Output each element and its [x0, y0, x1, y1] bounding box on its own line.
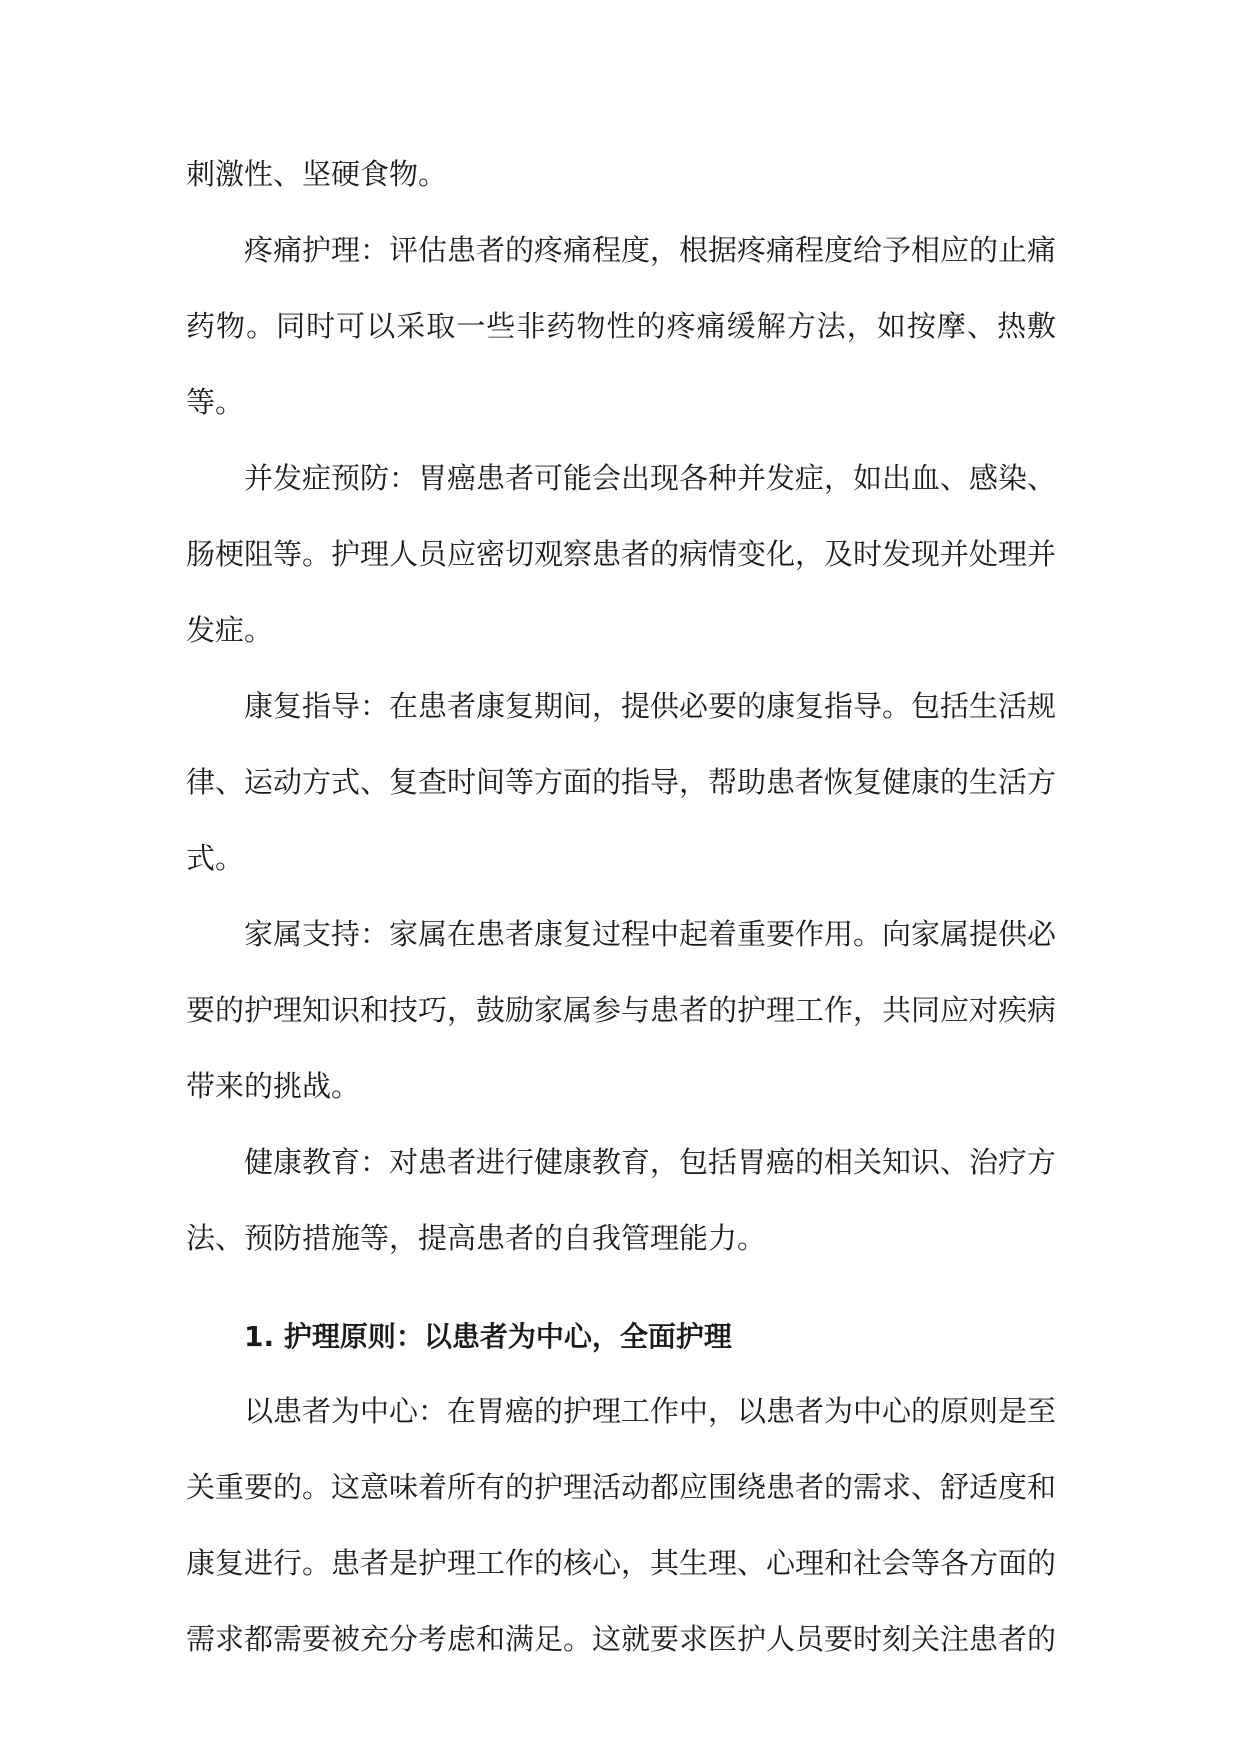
- paragraph-health-education: 健康教育：对患者进行健康教育，包括胃癌的相关知识、治疗方法、预防措施等，提高患者的自我管理能力。: [186, 1145, 1057, 1255]
- paragraph-rehab-guidance: 康复指导：在患者康复期间，提供必要的康复指导。包括生活规律、运动方式、复查时间等方面的指导，帮助患者恢复健康的生活方式。: [186, 689, 1057, 875]
- paragraph-family-support: 家属支持：家属在患者康复过程中起着重要作用。向家属提供必要的护理知识和技巧，鼓励家属参与患者的护理工作，共同应对疾病带来的挑战。: [186, 917, 1057, 1103]
- section-heading: 1. 护理原则：以患者为中心，全面护理: [244, 1320, 732, 1353]
- paragraph-diet-continued: 刺激性、坚硬食物。: [186, 157, 448, 191]
- paragraph-pain-care: 疼痛护理：评估患者的疼痛程度，根据疼痛程度给予相应的止痛药物。同时可以采取一些非药物性的疼痛缓解方法，如按摩、热敷等。: [186, 233, 1057, 419]
- paragraph-complication-prevention: 并发症预防：胃癌患者可能会出现各种并发症，如出血、感染、肠梗阻等。护理人员应密切观察患者的病情变化，及时发现并处理并发症。: [186, 461, 1057, 647]
- document-body: [186, 136, 1056, 1677]
- paragraph-patient-centered: 以患者为中心：在胃癌的护理工作中，以患者为中心的原则是至关重要的。这意味着所有的护理活动都应围绕患者的需求、舒适度和康复进行。患者是护理工作的核心，其生理、心理和社会等各方面的需求都需要被充分考虑和满足。这就要求医护人员要时刻关注患者的: [186, 1394, 1057, 1656]
